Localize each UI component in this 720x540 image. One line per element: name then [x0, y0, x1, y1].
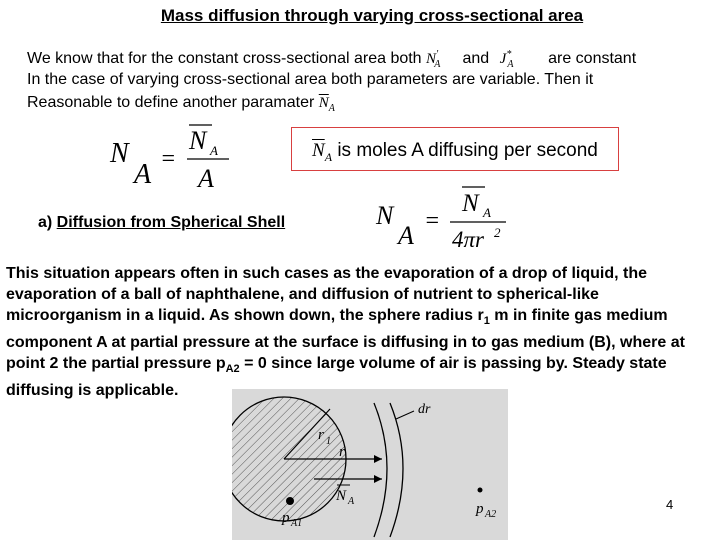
intro-line-3-text: Reasonable to define another paramater: [27, 94, 315, 111]
para-part-3: = 0 since large volume of air is passing by. Steady state diffusing is applicable.: [6, 355, 667, 400]
eq1-numerator-sub: A: [210, 143, 218, 158]
eq2-lhs-A: A: [398, 221, 414, 250]
definition-symbol: $\overline{N}_A$: [312, 140, 333, 164]
eq1-lhs-A: A: [134, 159, 152, 190]
eq2-lhs-N: N: [376, 201, 394, 230]
eq2-power: 2: [494, 225, 501, 240]
subheading-text: Diffusion from Spherical Shell: [56, 214, 286, 231]
equation-2: [372, 180, 522, 255]
para-sub-1: 1: [483, 315, 490, 328]
eq2-denominator: 4πr: [452, 227, 484, 252]
point-1: [286, 497, 294, 505]
eq1-denominator: A: [198, 164, 214, 193]
eq1-lhs-N: N: [110, 138, 129, 169]
eq2-equals: =: [424, 208, 441, 234]
page-title: Mass diffusion through varying cross-sectional area: [160, 6, 584, 25]
label-r1-sub: 1: [326, 436, 331, 447]
point-2: [478, 488, 483, 493]
intro-line-1-pre: We know that for the constant cross-sectional area both: [27, 50, 422, 67]
label-pA1: p: [282, 510, 290, 526]
intro-line-3: [27, 93, 335, 119]
para-part-2: m in finite gas medium component A at partial pressure at the surface is diffusing in to gas medium (B), where at point 2 the partial pressure p: [6, 307, 685, 373]
eq1-equals: =: [160, 146, 177, 172]
eq2-numerator-sub: A: [483, 205, 491, 220]
intro-line-2: In the case of varying cross-sectional area both parameters are variable. Then it: [27, 71, 594, 88]
eq1-numerator-N: N: [189, 126, 207, 155]
body-paragraph: [6, 263, 718, 401]
symbol-N-A-prime: $N'_A$: [426, 49, 441, 70]
section-subheading: [38, 214, 285, 232]
label-r1: r: [318, 427, 324, 443]
label-NA-sub: A: [348, 496, 355, 507]
definition-label: is moles A diffusing per second: [337, 140, 598, 161]
label-pA2-sub: A2: [485, 509, 497, 520]
para-sub-2: A2: [225, 363, 240, 376]
intro-line-1-mid: and: [462, 50, 490, 67]
equation-1: [105, 118, 245, 193]
label-dr: dr: [418, 402, 431, 417]
eq2-numerator-N: N: [462, 190, 479, 217]
label-pA1-sub: A1: [291, 518, 303, 529]
definition-text: [312, 140, 598, 165]
label-NA: N: [336, 488, 347, 504]
page-number: 4: [666, 497, 674, 512]
spherical-shell-figure: [232, 389, 508, 540]
symbol-J-A-star: $J^*_A$: [499, 49, 514, 70]
subheading-prefix: a): [38, 214, 57, 231]
label-pA2: p: [476, 501, 484, 517]
intro-line-1-post: are constant: [548, 50, 637, 67]
para-part-1: This situation appears often in such cases as the evaporation of a drop of liquid, the evaporation of a ball of naphthalene, and diffusion of nutrient to spherical-like microorganism in a liquid. As shown down, the sphere radius r: [6, 265, 647, 324]
symbol-N-A-bar: $\overline{N}_A$: [318, 95, 335, 114]
label-r: r: [339, 444, 345, 460]
